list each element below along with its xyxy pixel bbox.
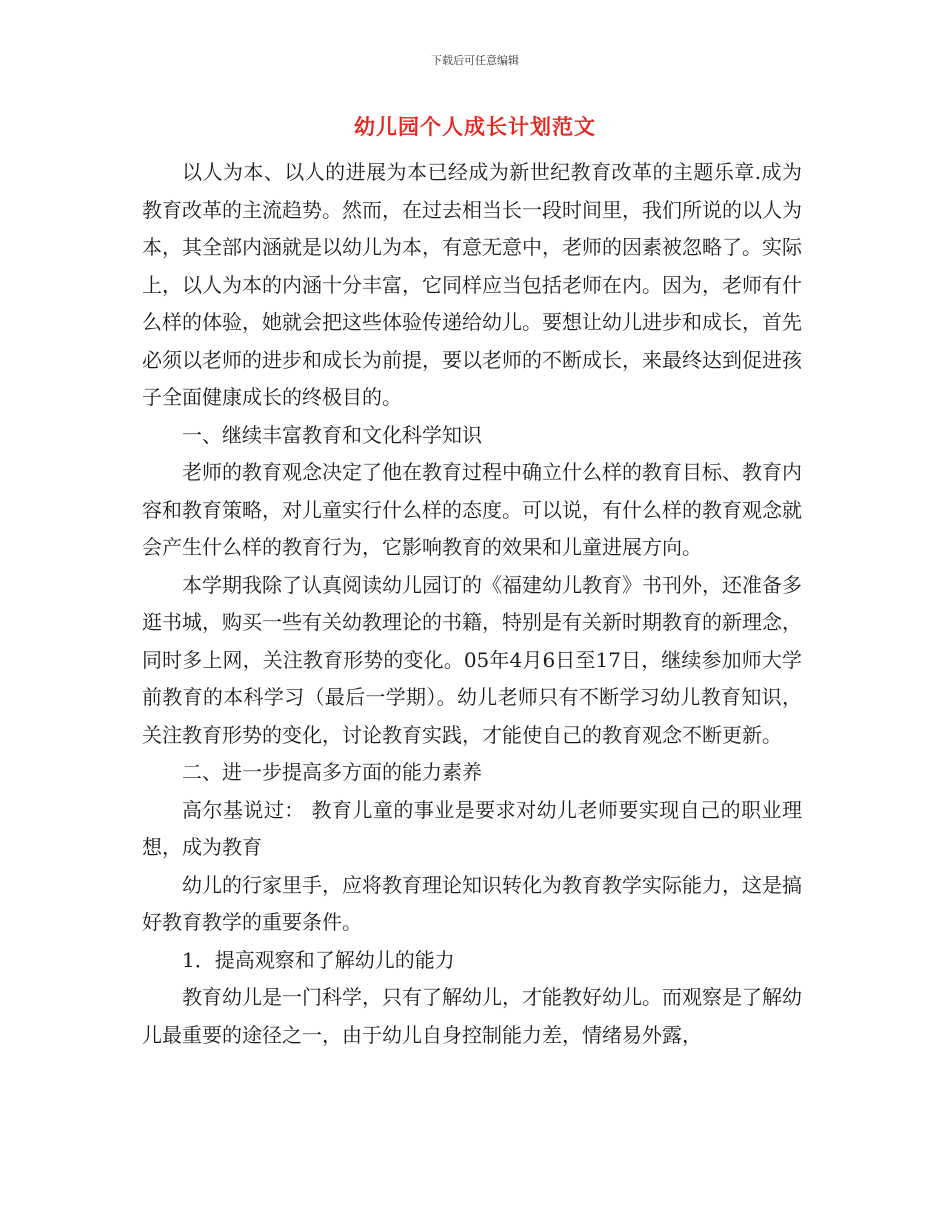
paragraph: 幼儿的行家里手，应将教育理论知识转化为教育教学实际能力，这是搞好教育教学的重要条件。 [142,872,802,934]
subsection-heading-1: 1．提高观察和了解幼儿的能力 [182,947,455,972]
paragraph: 本学期我除了认真阅读幼儿园订的《福建幼儿教育》书刊外，还准备多逛书城，购买一些有关幼教理论的书籍，特别是有关新时期教育的新理念，同时多上网，关注教育形势的变化。05年4月6日至17日，继续参加师大学前教育的本科学习（最后一学期）。幼儿老师只有不断学习幼儿教育知识，关注教育形势的变化，讨论教育实践，才能使自己的教育观念不断更新。 [142,572,802,747]
paragraph: 老师的教育观念决定了他在教育过程中确立什么样的教育目标、教育内容和教育策略，对儿童实行什么样的态度。可以说，有什么样的教育观念就会产生什么样的教育行为，它影响教育的效果和儿童进展方向。 [142,460,802,559]
section-heading-1: 一、继续丰富教育和文化科学知识 [182,422,482,447]
header-note: 下载后可任意编辑 [431,54,519,67]
paragraph: 高尔基说过： 教育儿童的事业是要求对幼儿老师要实现自己的职业理想，成为教育 [142,797,802,859]
paragraph: 教育幼儿是一门科学，只有了解幼儿，才能教好幼儿。而观察是了解幼儿最重要的途径之一，由于幼儿自身控制能力差，情绪易外露， [142,985,802,1047]
document-body [142,154,802,1054]
section-heading-2: 二、进一步提高多方面的能力素养 [182,760,482,784]
paragraph-intro: 以人为本、以人的进展为本已经成为新世纪教育改革的主题乐章.成为教育改革的主流趋势。然而，在过去相当长一段时间里，我们所说的以人为本，其全部内涵就是以幼儿为本，有意无意中，老师的因素被忽略了。实际上，以人为本的内涵十分丰富，它同样应当包括老师在内。因为，老师有什么样的体验，她就会把这些体验传递给幼儿。要想让幼儿进步和成长，首先必须以老师的进步和成长为前提，要以老师的不断成长，来最终达到促进孩子全面健康成长的终极目的。 [142,160,802,409]
document-title: 幼儿园个人成长计划范文 [354,115,596,139]
